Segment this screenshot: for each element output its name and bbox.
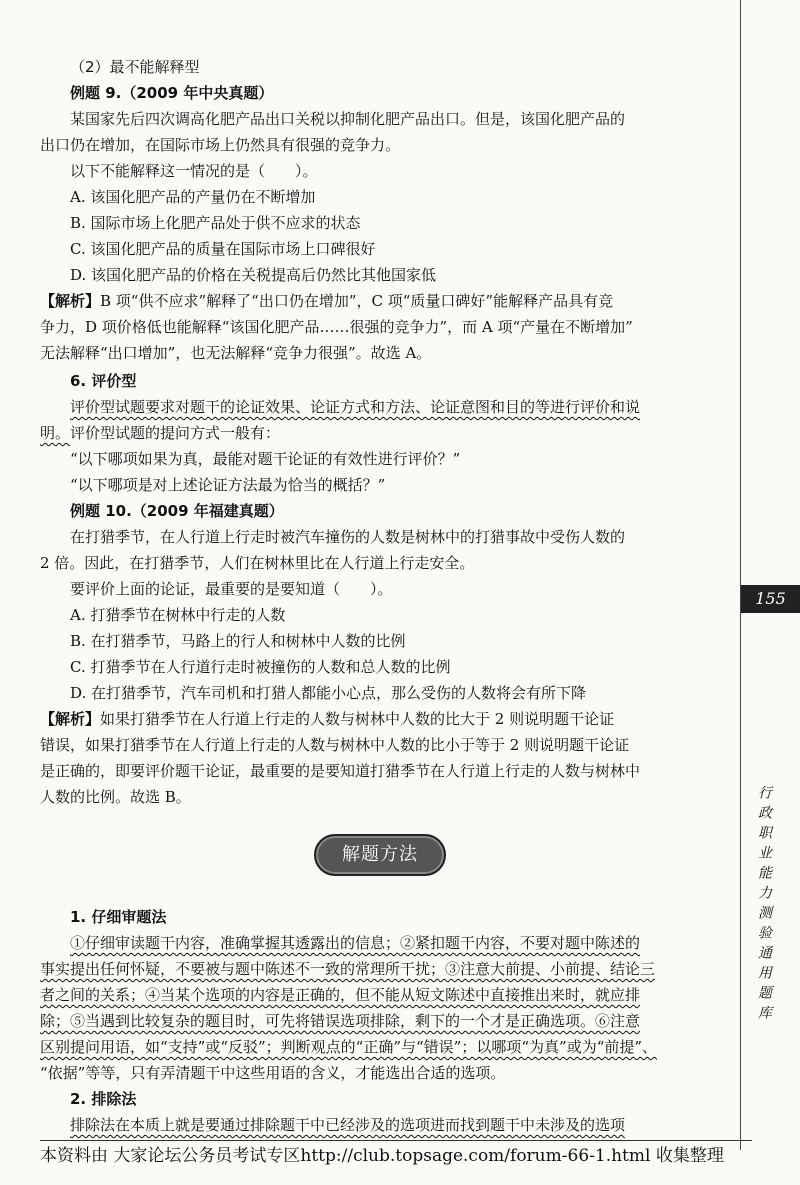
example-9-option-d: D. 该国化肥产品的价格在关税提高后仍然比其他国家低 <box>70 266 437 284</box>
page-edge-line <box>740 0 741 1150</box>
methods-badge-wrap <box>40 834 720 876</box>
method-1-line: “依据”等等，只有弄清题干中这些用语的含义，才能选出合适的选项。 <box>40 1064 506 1082</box>
method-1-line <box>40 930 720 956</box>
analysis-text-line: 人数的比例。故选 B。 <box>40 788 191 806</box>
method-2-underlined: 排除法在本质上就是要通过排除题干中已经涉及的选项进而找到题干中未涉及的选项 <box>70 1116 626 1134</box>
example-10-prompt: 要评价上面的论证，最重要的是要知道（ ）。 <box>70 580 393 598</box>
method-1-line <box>40 1008 720 1034</box>
analysis-text-line: B 项“供不应求”解释了“出口仍在增加”，C 项“质量口碑好”能解释产品具有竞 <box>100 292 614 310</box>
methods-badge: 解题方法 <box>314 834 446 876</box>
example-9-label: 例题 9.（2009 年中央真题） <box>70 84 274 102</box>
evaluation-desc-underlined: 评价型试题要求对题干的论证效果、论证方式和方法、论证意图和目的等进行评价和说 <box>70 398 641 416</box>
method-1-underlined: 除；⑤当遇到比较复杂的题目时，可先将错误选项排除，剩下的一个才是正确选项。⑥注意 <box>40 1012 641 1030</box>
section-heading-evaluation: 6. 评价型 <box>70 372 137 390</box>
analysis-text-line: 如果打猎季节在人行道上行走的人数与树林中人数的比大于 2 则说明题干论证 <box>100 710 615 728</box>
method-1-underlined: 者之间的关系；④当某个选项的内容是正确的，但不能从短文陈述中直接推出来时，就应排 <box>40 986 641 1004</box>
method-1-line <box>40 956 720 982</box>
analysis-text-line: 无法解释“出口增加”，也无法解释“竞争力很强”。故选 A。 <box>40 344 432 362</box>
evaluation-desc-text: 评价型试题的提问方式一般有： <box>70 424 281 442</box>
method-1-underlined: 事实提出任何怀疑，不要被与题中陈述不一致的常理所干扰；③注意大前提、小前提、结论三 <box>40 960 656 978</box>
evaluation-question-form: “以下哪项如果为真，最能对题干论证的有效性进行评价？” <box>70 450 461 468</box>
example-9-question-line: 某国家先后四次调高化肥产品出口关税以抑制化肥产品出口。但是，该国化肥产品的 <box>70 110 626 128</box>
method-2-line <box>40 1112 720 1138</box>
evaluation-desc-line <box>40 420 720 446</box>
example-10-label: 例题 10.（2009 年福建真题） <box>70 502 284 520</box>
page-number-tab: 155 <box>741 585 800 613</box>
evaluation-question-form: “以下哪项是对上述论证方法最为恰当的概括？” <box>70 476 386 494</box>
evaluation-desc-underlined: 明。 <box>40 424 71 442</box>
example-10-option-d: D. 在打猎季节，汽车司机和打猎人都能小心点，那么受伤的人数将会有所下降 <box>70 684 587 702</box>
analysis-text-line: 争力，D 项价格低也能解释“该国化肥产品……很强的竞争力”，而 A 项“产量在不断增加” <box>40 318 633 336</box>
book-title-vertical: 行政职业能力测验通用题库 <box>756 785 772 1025</box>
example-9-option-c: C. 该国化肥产品的质量在国际市场上口碑很好 <box>70 240 376 258</box>
example-9-option-a: A. 该国化肥产品的产量仍在不断增加 <box>70 188 316 206</box>
analysis-label: 【解析】 <box>40 292 101 310</box>
example-9-analysis <box>40 288 720 314</box>
footer-watermark: 本资料由 大家论坛公务员考试专区http://club.topsage.com/forum-66-1.html 收集整理 <box>40 1140 752 1169</box>
example-9-prompt: 以下不能解释这一情况的是（ ）。 <box>70 162 318 180</box>
method-1-line <box>40 982 720 1008</box>
analysis-label: 【解析】 <box>40 710 101 728</box>
evaluation-desc-line <box>40 394 720 420</box>
analysis-text-line: 是正确的，即要评价题干论证，最重要的是要知道打猎季节在人行道上行走的人数与树林中 <box>40 762 641 780</box>
example-9-question-line: 出口仍在增加，在国际市场上仍然具有很强的竞争力。 <box>40 136 401 154</box>
method-1-line <box>40 1034 720 1060</box>
section-heading-least-explain: （2）最不能解释型 <box>70 58 200 76</box>
method-1-underlined: 区别提问用语，如“支持”或“反驳”；判断观点的“正确”与“错误”；以哪项“为真”或为“前提”、 <box>40 1038 658 1056</box>
analysis-text-line: 错误，如果打猎季节在人行道上行走的人数与树林中人数的比小于等于 2 则说明题干论证 <box>40 736 630 754</box>
example-9-option-b: B. 国际市场上化肥产品处于供不应求的状态 <box>70 214 361 232</box>
example-10-option-b: B. 在打猎季节，马路上的行人和树林中人数的比例 <box>70 632 406 650</box>
main-content <box>40 54 720 1138</box>
example-10-question-line: 2 倍。因此，在打猎季节，人们在树林里比在人行道上行走安全。 <box>40 554 475 572</box>
example-10-option-c: C. 打猎季节在人行道行走时被撞伤的人数和总人数的比例 <box>70 658 451 676</box>
example-10-question-line: 在打猎季节，在人行道上行走时被汽车撞伤的人数是树林中的打猎事故中受伤人数的 <box>70 528 626 546</box>
example-10-analysis <box>40 706 720 732</box>
example-10-option-a: A. 打猎季节在树林中行走的人数 <box>70 606 286 624</box>
method-1-heading: 1. 仔细审题法 <box>70 908 167 926</box>
method-2-heading: 2. 排除法 <box>70 1090 137 1108</box>
method-1-underlined: ①仔细审读题干内容，准确掌握其透露出的信息；②紧扣题干内容，不要对题中陈述的 <box>70 934 641 952</box>
